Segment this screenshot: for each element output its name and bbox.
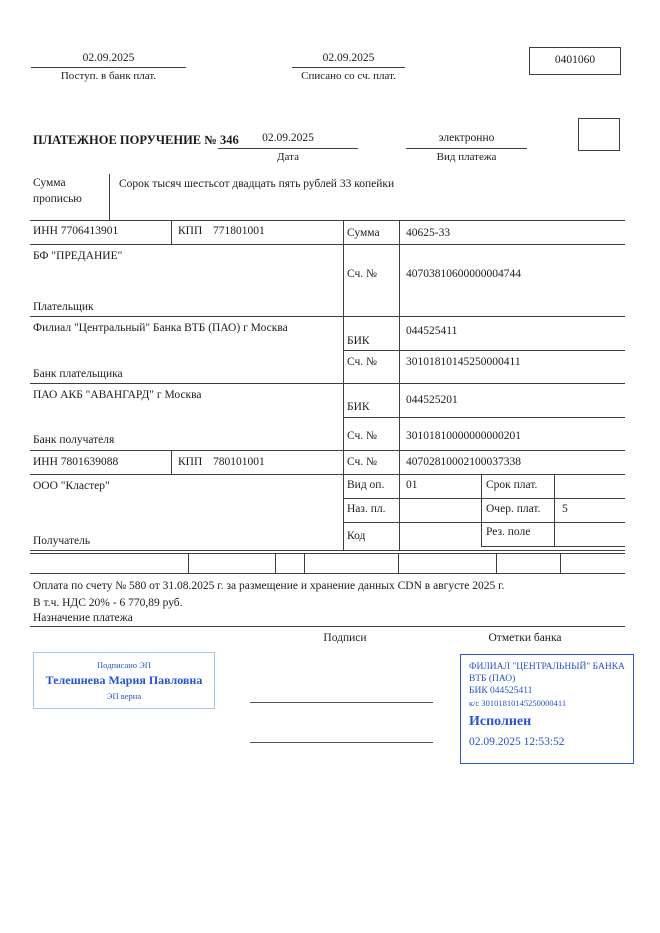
- signature-stamp-name: Телешнева Мария Павловна: [45, 673, 203, 687]
- debited-date: 02.09.2025: [322, 52, 375, 64]
- table-line: [554, 474, 555, 546]
- payer-section-label: Плательщик: [33, 301, 94, 313]
- signature-stamp-top: Подписано ЭП: [97, 660, 151, 670]
- amount-words-divider: [109, 174, 110, 220]
- table-line: [343, 350, 625, 351]
- payer-account: 40703810600000004744: [406, 268, 521, 280]
- payee-bank-section-label: Банк получателя: [33, 434, 115, 446]
- amount-words: Сорок тысяч шестьсот двадцать пять рублей 33 копейки: [119, 178, 395, 190]
- table-line: [343, 522, 625, 523]
- purpose-underline: [30, 626, 625, 627]
- table-line: [171, 220, 172, 244]
- bank-stamp-corr-account: к/с 30101810145250000411: [469, 697, 567, 708]
- received-date: 02.09.2025: [82, 52, 135, 64]
- table-line: [343, 417, 625, 418]
- table-line: [30, 383, 625, 384]
- table-line: [30, 550, 625, 551]
- signatures-label: Подписи: [323, 632, 367, 644]
- payer-bank-account-label: Сч. №: [347, 356, 378, 368]
- payee-bank-account: 30101810000000000201: [406, 430, 521, 442]
- payee-bank-account-label: Сч. №: [347, 430, 378, 442]
- purpose-text-line1: Оплата по счету № 580 от 31.08.2025 г. за размещение и хранение данных CDN в августе 2025 г.: [33, 580, 505, 592]
- table-line: [275, 553, 276, 573]
- received-date-underline: [31, 67, 186, 68]
- table-line: [560, 553, 561, 573]
- table-line: [30, 316, 625, 317]
- payer-name: БФ "ПРЕДАНИЕ": [33, 250, 123, 262]
- payee-kpp-label: КПП: [178, 456, 203, 468]
- form-code-box: [529, 47, 621, 75]
- payee-bank-bik: 044525201: [406, 394, 458, 406]
- reserve-label: Рез. поле: [486, 526, 531, 538]
- table-line: [398, 553, 399, 573]
- payer-inn: ИНН 7706413901: [33, 225, 119, 237]
- purpose-code-label: Наз. пл.: [347, 503, 386, 515]
- form-code: 0401060: [554, 54, 596, 66]
- table-line: [30, 220, 625, 221]
- table-line: [304, 553, 305, 573]
- table-line: [496, 553, 497, 573]
- table-line: [343, 498, 625, 499]
- payer-bank-name: Филиал "Центральный" Банка ВТБ (ПАО) г Москва: [33, 322, 288, 334]
- table-line: [399, 220, 400, 550]
- payer-kpp-label: КПП: [178, 225, 203, 237]
- table-line: [343, 220, 344, 550]
- payer-bank-account: 30101810145250000411: [406, 356, 521, 368]
- table-line: [30, 573, 625, 574]
- bank-stamp-status: Исполнен: [469, 714, 532, 730]
- payment-kind-underline: [406, 148, 527, 149]
- payee-bank-bik-label: БИК: [347, 401, 370, 413]
- purpose-text-line2: В т.ч. НДС 20% - 6 770,89 руб.: [33, 597, 183, 609]
- received-date-label: Поступ. в банк плат.: [60, 70, 157, 82]
- table-line: [30, 244, 625, 245]
- payer-bank-section-label: Банк плательщика: [33, 368, 123, 380]
- document-title: ПЛАТЕЖНОЕ ПОРУЧЕНИЕ № 346: [33, 133, 239, 147]
- signature-stamp: [33, 652, 215, 709]
- table-line: [30, 450, 625, 451]
- document-date: 02.09.2025: [262, 132, 314, 144]
- table-line: [481, 546, 625, 547]
- pay-term-label: Срок плат.: [486, 479, 538, 491]
- table-line: [30, 474, 625, 475]
- bank-stamp-bik: БИК 044525411: [469, 685, 533, 696]
- table-line: [481, 474, 482, 546]
- payee-kpp: 780101001: [213, 456, 265, 468]
- signature-line: [250, 702, 433, 703]
- purpose-section-label: Назначение платежа: [33, 612, 133, 624]
- debited-date-underline: [292, 67, 405, 68]
- table-line: [188, 553, 189, 573]
- sum-value: 40625-33: [406, 227, 451, 239]
- status-code-box: [578, 118, 620, 151]
- debited-date-label: Списано со сч. плат.: [301, 70, 396, 82]
- priority-label: Очер. плат.: [486, 503, 541, 515]
- payee-account: 40702810002100037338: [406, 456, 521, 468]
- priority: 5: [562, 503, 568, 515]
- payee-section-label: Получатель: [33, 535, 91, 547]
- table-line: [171, 450, 172, 474]
- bank-stamp-line1: ФИЛИАЛ "ЦЕНТРАЛЬНЫЙ" БАНКА: [469, 662, 625, 672]
- bank-stamp-line2: ВТБ (ПАО): [469, 673, 516, 684]
- bank-stamp-datetime: 02.09.2025 12:53:52: [469, 735, 565, 748]
- payer-bank-bik-label: БИК: [347, 335, 370, 347]
- payer-bank-bik: 044525411: [406, 325, 458, 337]
- bank-stamp: [460, 654, 634, 764]
- payment-kind: электронно: [438, 132, 495, 144]
- payee-inn: ИНН 7801639088: [33, 456, 119, 468]
- payer-account-label: Сч. №: [347, 268, 378, 280]
- table-line: [30, 553, 625, 554]
- amount-words-label: Сумма прописью: [33, 177, 82, 205]
- bank-marks-label: Отметки банка: [488, 632, 562, 644]
- op-kind-label: Вид оп.: [347, 479, 385, 491]
- payer-kpp: 771801001: [213, 225, 265, 237]
- signature-line: [250, 742, 433, 743]
- sum-label: Сумма: [347, 227, 380, 239]
- document-date-underline: [218, 148, 358, 149]
- code-label: Код: [347, 530, 366, 542]
- signature-stamp-bottom: ЭП верна: [106, 691, 142, 701]
- document-date-label: Дата: [277, 151, 299, 163]
- payee-name: ООО "Кластер": [33, 480, 110, 492]
- payee-account-label: Сч. №: [347, 456, 378, 468]
- payment-kind-label: Вид платежа: [436, 151, 497, 163]
- op-kind: 01: [406, 479, 418, 491]
- payee-bank-name: ПАО АКБ "АВАНГАРД" г Москва: [33, 389, 202, 401]
